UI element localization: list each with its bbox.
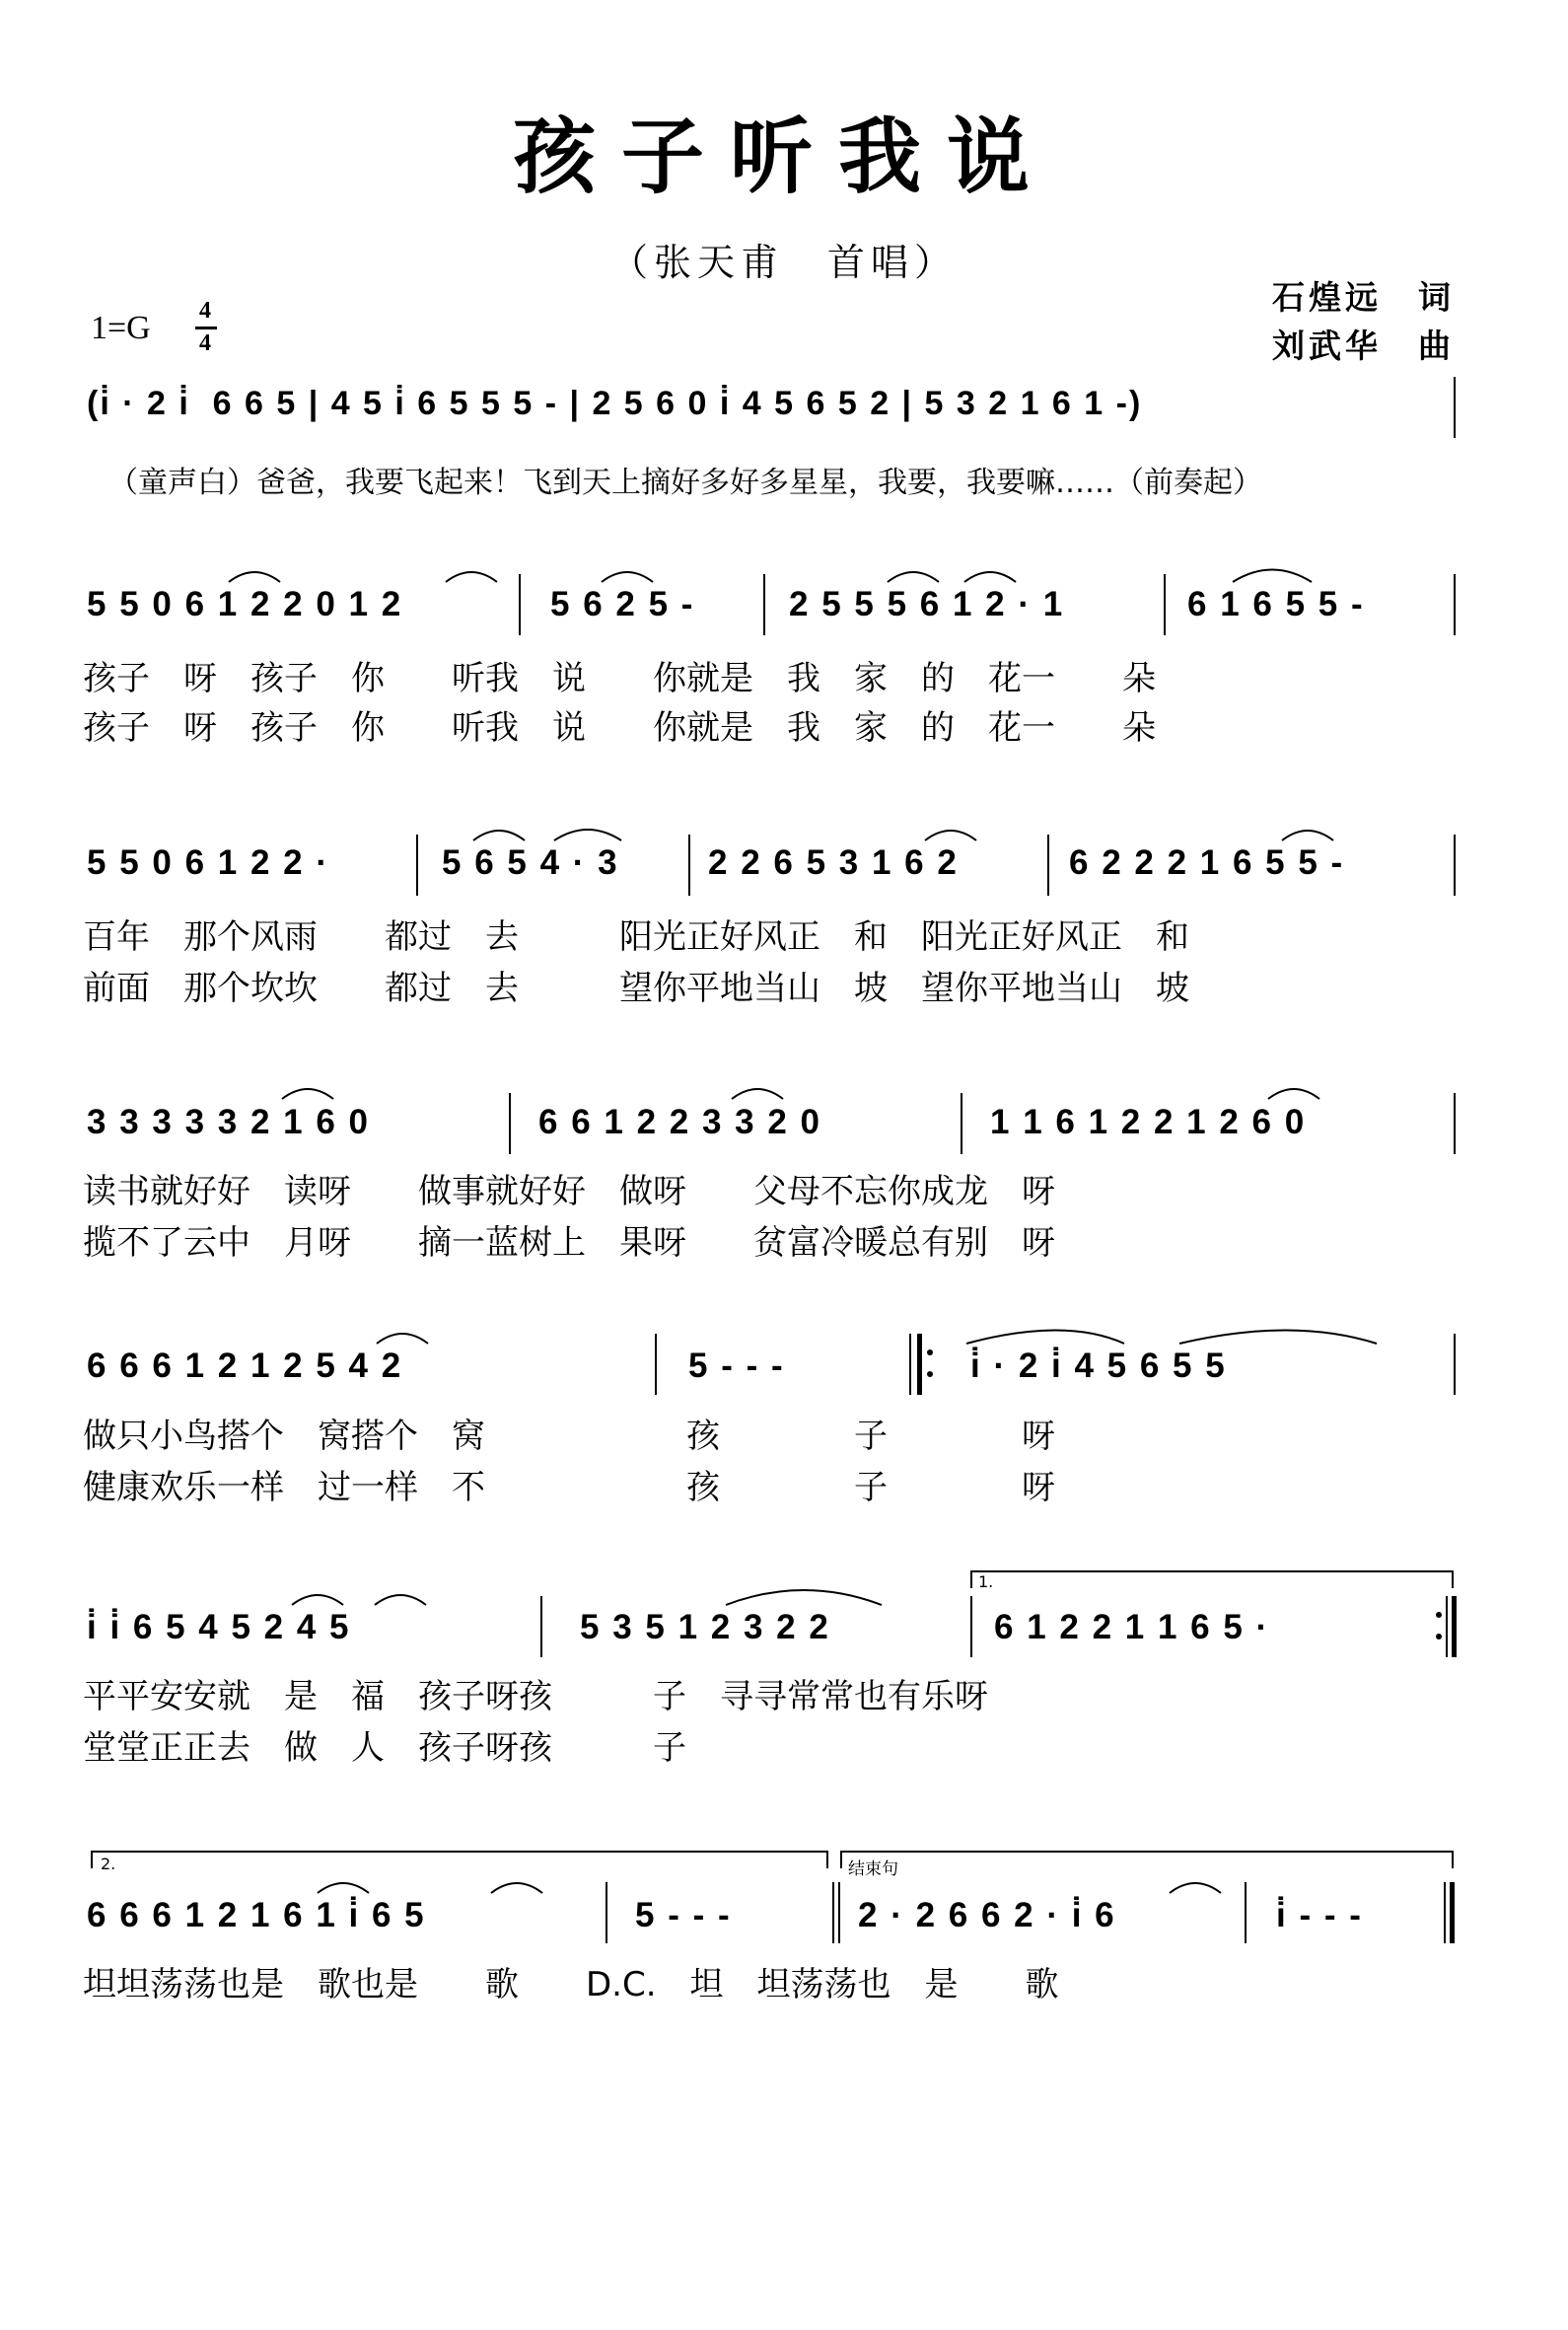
lyric-row-4-verse-1: 做只小鸟搭个 窝搭个 窝 孩 子 呀 xyxy=(83,1417,1055,1456)
lyric-row-2-verse-1: 百年 那个风雨 都过 去 阳光正好风正 和 阳光正好风正 和 xyxy=(83,917,1189,957)
slur xyxy=(602,572,653,582)
measure-1-3: 2 5 5 5 6 1 2 · 1 xyxy=(789,585,1065,623)
measure-4-1: 6 6 6 1 2 1 2 5 4 2 xyxy=(87,1347,403,1385)
time-signature-denominator: 4 xyxy=(199,330,211,356)
slur xyxy=(292,1595,343,1605)
measure-2-4: 6 2 2 2 1 6 5 5 - xyxy=(1069,843,1345,882)
lyric-row-5-verse-2: 堂堂正正去 做 人 孩子呀孩 子 xyxy=(83,1728,686,1768)
slur xyxy=(446,572,497,582)
measure-2-3: 2 2 6 5 3 1 6 2 xyxy=(708,843,959,882)
intro-spoken-text: （童声白）爸爸，我要飞起来！飞到天上摘好多好多星星，我要，我要嘛……（前奏起） xyxy=(108,466,1262,500)
lyric-row-1-verse-2: 孩子 呀 孩子 你 听我 说 你就是 我 家 的 花一 朵 xyxy=(83,708,1156,748)
lyricist-credit: 石煌远 词 xyxy=(1272,278,1455,317)
measure-2-2: 5 6 5 4 · 3 xyxy=(442,843,619,882)
key-signature: 1=G xyxy=(91,310,151,346)
slur xyxy=(966,1331,1124,1345)
measure-4-3: i̇ · 2 i̇ 4 5 6 5 5 xyxy=(970,1347,1227,1385)
measure-4-2: 5 - - - xyxy=(688,1347,785,1385)
lyric-row-3-verse-1: 读书就好好 读呀 做事就好好 做呀 父母不忘你成龙 呀 xyxy=(83,1172,1055,1211)
lyric-row-5-verse-1: 平平安安就 是 福 孩子呀孩 子 寻寻常常也有乐呀 xyxy=(83,1677,988,1716)
slur xyxy=(473,831,525,840)
song-title: 孩子听我说 xyxy=(512,109,1055,205)
measure-6-2: 5 - - - xyxy=(635,1896,732,1934)
measure-6-4: i̇ - - - xyxy=(1276,1896,1363,1934)
singer-credit: （张天甫 首唱） xyxy=(609,241,958,284)
slur xyxy=(732,1089,783,1099)
measure-1-2: 5 6 2 5 - xyxy=(550,585,695,623)
measure-3-3: 1 1 6 1 2 2 1 2 6 0 xyxy=(990,1103,1307,1141)
slur xyxy=(1179,1331,1377,1345)
measure-2-1: 5 5 0 6 1 2 2 · xyxy=(87,843,329,882)
intro-notes: (i̇ · 2 i̇ 6 6 5 | 4 5 i̇ 6 5 5 5 - | 2 5 6 0 i̇ 4 5 6 5 2 | 5 3 2 1 6 1 -) xyxy=(87,385,1143,422)
slur xyxy=(318,1883,369,1893)
measure-3-2: 6 6 1 2 2 3 3 2 0 xyxy=(538,1103,821,1141)
slur xyxy=(964,572,1016,582)
volta-1-label: 1. xyxy=(978,1572,994,1591)
measure-5-3: 6 1 2 2 1 1 6 5 · xyxy=(994,1608,1270,1646)
composer-credit: 刘武华 曲 xyxy=(1272,327,1455,365)
slur xyxy=(554,830,621,840)
lyric-row-3-verse-2: 揽不了云中 月呀 摘一蓝树上 果呀 贫富冷暖总有别 呀 xyxy=(83,1223,1055,1263)
measure-5-2: 5 3 5 1 2 3 2 2 xyxy=(580,1608,830,1646)
lyric-row-6-verse-1: 坦坦荡荡也是 歌也是 歌 D.C. 坦 坦荡荡也 是 歌 xyxy=(83,1965,1059,2004)
slur xyxy=(1268,1089,1319,1099)
lyric-row-2-verse-2: 前面 那个坎坎 都过 去 望你平地当山 坡 望你平地当山 坡 xyxy=(83,969,1189,1008)
slur xyxy=(229,572,280,582)
measure-3-1: 3 3 3 3 3 2 1 6 0 xyxy=(87,1103,370,1141)
slur xyxy=(377,1334,428,1344)
lyric-row-1-verse-1: 孩子 呀 孩子 你 听我 说 你就是 我 家 的 花一 朵 xyxy=(83,659,1156,698)
slur xyxy=(726,1590,882,1605)
slur xyxy=(375,1595,426,1605)
ending-label: 结束句 xyxy=(848,1859,898,1879)
slur xyxy=(1282,831,1333,840)
lyric-row-4-verse-2: 健康欢乐一样 过一样 不 孩 子 呀 xyxy=(83,1468,1055,1507)
measure-5-1: i̇ i̇ 6 5 4 5 2 4 5 xyxy=(87,1608,351,1646)
measure-6-1: 6 6 6 1 2 1 6 1 i̇ 6 5 xyxy=(87,1896,426,1934)
measure-1-1: 5 5 0 6 1 2 2 0 1 2 xyxy=(87,585,403,623)
measure-6-3: 2 · 2 6 6 2 · i̇ 6 xyxy=(858,1896,1116,1934)
slur xyxy=(282,1089,333,1099)
volta-2-label: 2. xyxy=(101,1855,116,1873)
slur xyxy=(1170,1883,1221,1893)
slur xyxy=(888,572,939,582)
slur xyxy=(491,1883,542,1893)
measure-1-4: 6 1 6 5 5 - xyxy=(1187,585,1365,623)
slur xyxy=(1233,570,1312,583)
time-signature-numerator: 4 xyxy=(199,298,211,324)
slur xyxy=(925,831,976,840)
